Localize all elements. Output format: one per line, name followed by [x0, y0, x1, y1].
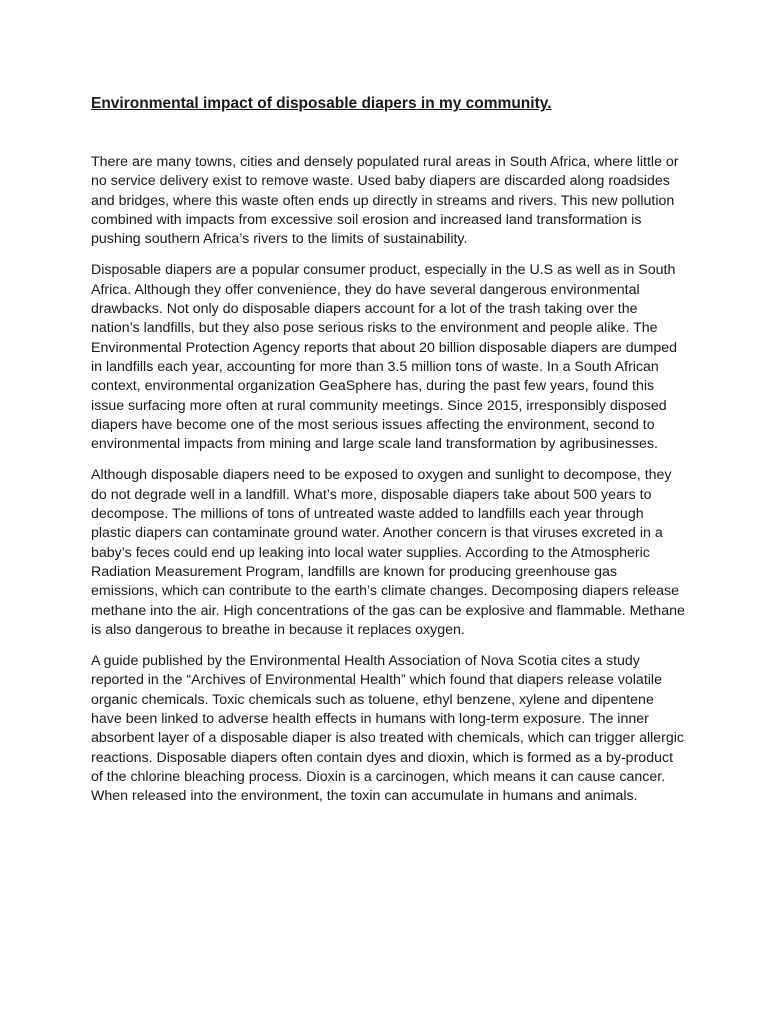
paragraph-4: A guide published by the Environmental Health Association of Nova Scotia cites a study reported in the “Archives of Environmental Health” which found that diapers release volatile organic chemicals. Toxic chemicals such as toluene, ethyl benzene, xylene and dipentene have been linked to adverse health effects in humans with long-term exposure. The inner absorbent layer of a disposable diaper is also treated with chemicals, which can trigger allergic reactions. Disposable diapers often contain dyes and dioxin, which is formed as a by-product of the chlorine bleaching process. Dioxin is a carcinogen, which means it can cause cancer. When released into the environment, the toxin can accumulate in humans and animals. [91, 653, 685, 805]
paragraph-2: Disposable diapers are a popular consumer product, especially in the U.S as well as in South Africa. Although they offer convenience, they do have several dangerous environmental drawbacks. Not only do disposable diapers account for a lot of the trash taking over the nation’s landfills, but they also pose serious risks to the environment and people alike. The Environmental Protection Agency reports that about 20 billion disposable diapers are dumped in landfills each year, accounting for more than 3.5 million tons of waste. In a South African context, environmental organization GeaSphere has, during the past few years, found this issue surfacing more often at rural community meetings. Since 2015, irresponsibly disposed diapers have become one of the most serious issues affecting the environment, second to environmental impacts from mining and large scale land transformation by agribusinesses. [91, 262, 677, 453]
paragraph-1: There are many towns, cities and densely populated rural areas in South Africa, where little or no service delivery exist to remove waste. Used baby diapers are discarded along roadsides and bridges, where this waste often ends up directly in streams and rivers. This new pollution combined with impacts from excessive soil erosion and increased land transformation is pushing southern Africa’s rivers to the limits of sustainability. [91, 154, 679, 248]
paragraph-3: Although disposable diapers need to be exposed to oxygen and sunlight to decompose, they do not degrade well in a landfill. What’s more, disposable diapers take about 500 years to decompose. The millions of tons of untreated waste added to landfills each year through plastic diapers can contaminate ground water. Another concern is that viruses excreted in a baby’s feces could end up leaking into local water supplies. According to the Atmospheric Radiation Measurement Program, landfills are known for producing greenhouse gas emissions, which can contribute to the earth’s climate changes. Decomposing diapers release methane into the air. High concentrations of the gas can be explosive and flammable. Methane is also dangerous to breathe in because it replaces oxygen. [91, 467, 685, 638]
document-title: Environmental impact of disposable diapers in my community. [91, 95, 552, 112]
document-page [91, 94, 687, 819]
